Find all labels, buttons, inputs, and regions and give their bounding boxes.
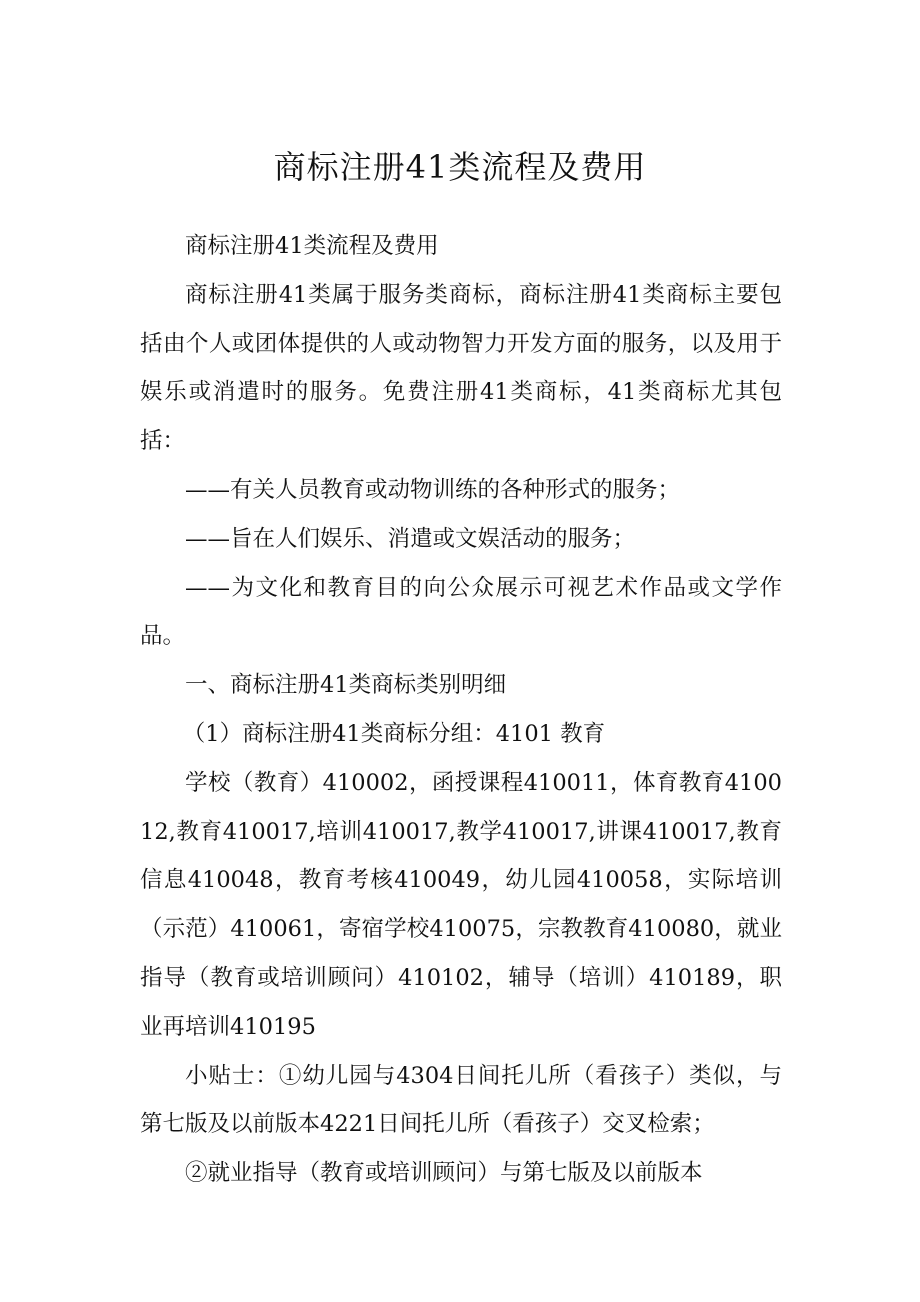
paragraph-bullet-culture: ——为文化和教育目的向公众展示可视艺术作品或文学作品。 — [140, 574, 782, 650]
section-heading-class-details: 一、商标注册41类商标类别明细 — [185, 672, 507, 699]
document-title: 商标注册41类流程及费用 — [273, 148, 647, 186]
paragraph-bullet-entertainment: ——旨在人们娱乐、消遣或文娱活动的服务； — [185, 525, 636, 552]
paragraph-heading-repeat: 商标注册41类流程及费用 — [185, 233, 439, 259]
paragraph-bullet-education: ——有关人员教育或动物训练的各种形式的服务； — [185, 476, 681, 503]
document-body — [140, 222, 782, 1198]
subsection-heading-4101: （1）商标注册41类商标分组：4101 教育 — [182, 720, 606, 747]
paragraph-tip-1: 小贴士：①幼儿园与4304日间托儿所（看孩子）类似，与第七版及以前版本4221日间托儿所（看孩子）交叉检索； — [140, 1062, 782, 1138]
paragraph-4101-items: 学校（教育）410002，函授课程410011，体育教育410012,教育410017,培训410017,教学410017,讲课410017,教育信息410048，教育考核410049，幼儿园410058，实际培训（示范）410061，寄宿学校410075，宗教教育410080，就业指导（教育或培训顾问）410102，辅导（培训）410189，职业再培训410195 — [140, 769, 782, 1040]
paragraph-intro: 商标注册41类属于服务类商标，商标注册41类商标主要包括由个人或团体提供的人或动物智力开发方面的服务，以及用于娱乐或消遣时的服务。免费注册41类商标，41类商标尤其包括： — [140, 281, 782, 455]
paragraph-tip-2: ②就业指导（教育或培训顾问）与第七版及以前版本 — [185, 1160, 703, 1187]
